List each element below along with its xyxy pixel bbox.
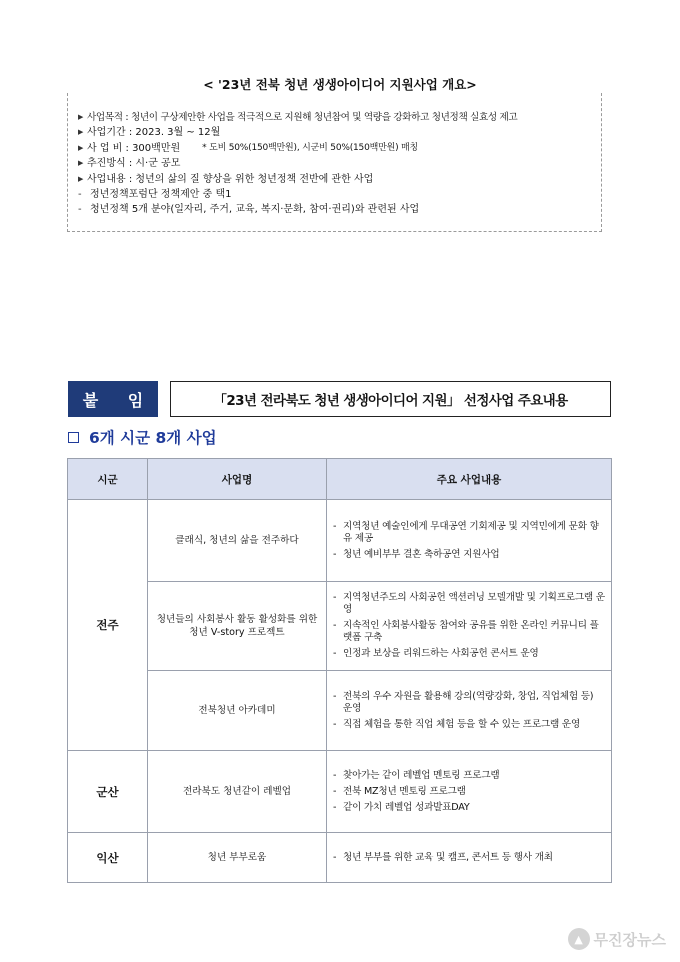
projects-table xyxy=(67,458,612,883)
project-name: 청년 부부로움 xyxy=(148,833,327,883)
project-contents xyxy=(327,582,612,671)
overview-item: ▶ 추진방식 : 시·군 공모 xyxy=(78,156,598,171)
table-row xyxy=(68,500,612,582)
table-row xyxy=(68,751,612,833)
header-project: 사업명 xyxy=(148,459,327,500)
table-row xyxy=(68,671,612,751)
header-city: 시군 xyxy=(68,459,148,500)
attachment-title: 「23년 전라북도 청년 생생아이디어 지원」 선정사업 주요내용 xyxy=(170,381,611,417)
project-name: 클래식, 청년의 삶을 전주하다 xyxy=(148,500,327,582)
mountain-logo-icon: ▲ xyxy=(568,928,590,950)
attachment-label: 붙 임 xyxy=(68,381,158,417)
table-row xyxy=(68,582,612,671)
content-item: - 찾아가는 같이 레벨업 멘토링 프로그램 xyxy=(333,769,500,781)
content-item: - 전북 MZ청년 멘토링 프로그램 xyxy=(333,785,466,797)
overview-item: ▶ 사업기간 : 2023. 3월 ~ 12월 xyxy=(78,125,598,140)
content-item: - 같이 가치 레벨업 성과발표DAY xyxy=(333,801,470,813)
overview-item: ▶ 사 업 비 : 300백만원 * 도비 50%(150백만원), 시군비 50%(150백만원) 매칭 xyxy=(78,141,598,156)
checkbox-square-icon xyxy=(68,432,79,443)
content-item: - 직접 체험을 통한 직업 체험 등을 할 수 있는 프로그램 운영 xyxy=(333,718,581,730)
overview-list xyxy=(78,110,598,218)
project-contents xyxy=(327,751,612,833)
triangle-bullet-icon: ▶ xyxy=(78,174,84,183)
project-name: 전북청년 아카데미 xyxy=(148,671,327,751)
content-item: - 지역청년주도의 사회공헌 액션러닝 모델개발 및 기획프로그램 운영 xyxy=(333,592,605,615)
budget-note: * 도비 50%(150백만원), 시군비 50%(150백만원) 매칭 xyxy=(202,142,419,153)
table-header-row xyxy=(68,459,612,500)
content-item: - 인정과 보상을 리워드하는 사회공헌 콘서트 운영 xyxy=(333,648,539,659)
header-contents: 주요 사업내용 xyxy=(327,459,612,500)
table-row xyxy=(68,833,612,883)
overview-title: < '23년 전북 청년 생생아이디어 지원사업 개요> xyxy=(0,75,680,93)
project-name: 청년들의 사회봉사 활동 활성화를 위한 청년 V-story 프로젝트 xyxy=(148,582,327,671)
content-item: - 지속적인 사회봉사활동 참여와 공유를 위한 온라인 커뮤니티 플랫폼 구축 xyxy=(333,620,599,643)
content-item: - 청년 예비부부 결혼 축하공연 지원사업 xyxy=(333,548,500,560)
city-cell: 군산 xyxy=(68,751,148,833)
overview-subitem: - 정년정책포럼단 정책제안 중 택1 xyxy=(78,189,232,201)
project-contents xyxy=(327,500,612,582)
project-name: 전라북도 청년같이 레벨업 xyxy=(148,751,327,833)
triangle-bullet-icon: ▶ xyxy=(78,113,84,121)
triangle-bullet-icon: ▶ xyxy=(78,128,84,137)
section-heading: 6개 시군 8개 사업 xyxy=(68,426,217,448)
project-contents xyxy=(327,833,612,883)
content-item: - 지역청년 예술인에게 무대공연 기회제공 및 지역민에게 문화 향유 제공 xyxy=(333,520,599,544)
attachment-header xyxy=(68,381,568,417)
watermark: ▲ 무진장뉴스 xyxy=(568,928,666,950)
overview-item: ▶ 사업목적 : 청년이 구상제안한 사업을 적극적으로 지원해 청년참여 및 역량을 강화하고 청년정책 실효성 제고 xyxy=(78,110,598,125)
overview-item: ▶ 사업내용 : 청년의 삶의 질 향상을 위한 청년정책 전반에 관한 사업 xyxy=(78,172,598,187)
overview-subitem: - 청년정책 5개 분야(일자리, 주거, 교육, 복지·문화, 참여·권리)와 관련된 사업 xyxy=(78,204,420,216)
city-cell: 익산 xyxy=(68,833,148,883)
city-cell: 전주 xyxy=(68,500,148,751)
triangle-bullet-icon: ▶ xyxy=(78,143,84,152)
content-item: - 청년 부부를 위한 교육 및 캠프, 콘서트 등 행사 개최 xyxy=(333,851,553,863)
triangle-bullet-icon: ▶ xyxy=(78,159,84,168)
project-contents xyxy=(327,671,612,751)
content-item: - 전북의 우수 자원을 활용해 강의(역량강화, 창업, 직업체험 등) 운영 xyxy=(333,690,594,714)
